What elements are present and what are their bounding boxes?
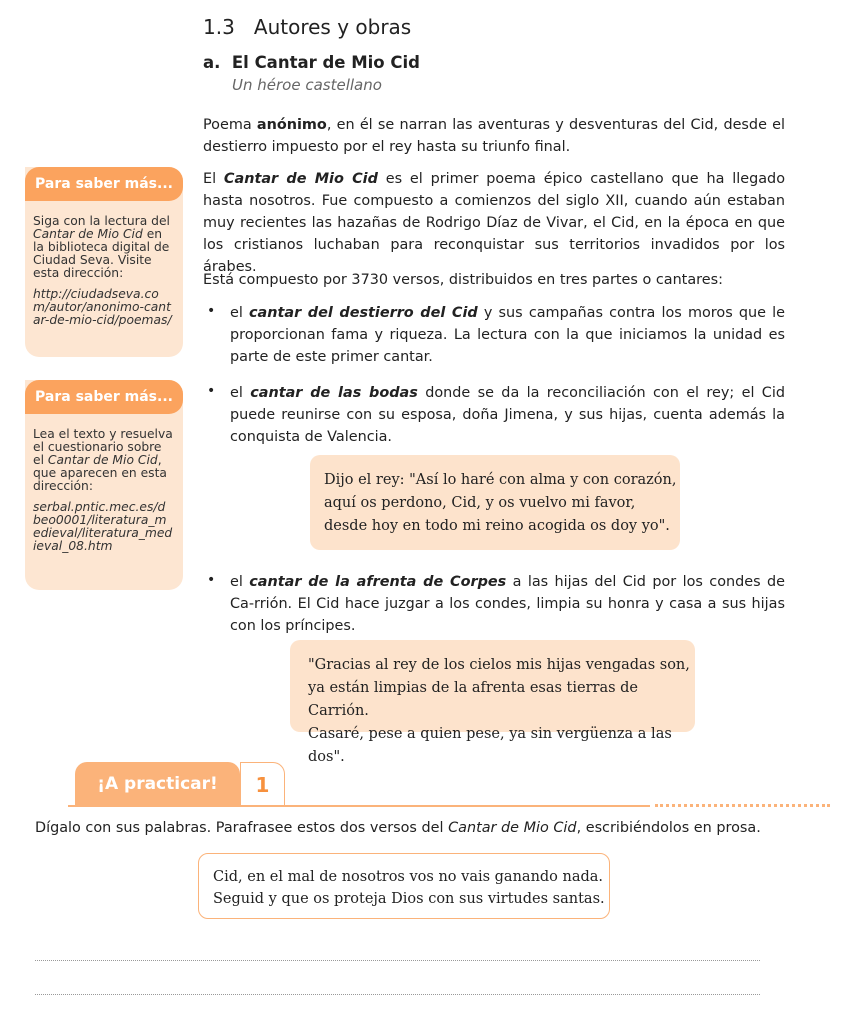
sidebar-link[interactable]: serbal.pntic.mec.es/dbeo0001/literatura_medieval/literatura_medieval_08.htm — [33, 500, 173, 553]
emphasis-text: Cantar de Mio Cid — [223, 171, 378, 187]
exercise-verses: Cid, en el mal de nosotros vos no vais ganando nada. Seguid y que os proteja Dios con sus virtudes santas. — [198, 853, 610, 919]
bullet-icon: • — [207, 303, 216, 319]
text-run: es el primer poema épico castellano que ha llegado hasta nosotros. Fue compuesto a comienzos del siglo XII, cuando aún estaban muy recientes las hazañas de Rodrigo Díaz de Vivar, el Cid, en la época en que los cristianos luchaban para reconquistar sus territorios invadidos por los árabes. — [203, 171, 786, 275]
emphasis-text: cantar de la afrenta de Corpes — [249, 574, 507, 590]
practice-instruction — [35, 820, 761, 836]
text-run: Está compuesto por 3730 versos, distribuidos en tres partes o cantares: — [203, 272, 723, 288]
bullet-item — [230, 571, 785, 637]
paragraph — [203, 114, 785, 158]
text-run: Poema — [203, 117, 257, 133]
text-run: , en él se narran las aventuras y desventuras del Cid, desde el destierro impuesto por el rey hasta su triunfo final. — [203, 117, 786, 155]
divider — [68, 805, 650, 807]
sidebar-text — [33, 215, 173, 280]
answer-line[interactable] — [35, 994, 760, 995]
sidebar-header: Para saber más... — [25, 380, 183, 414]
emphasis-text: cantar del destierro del Cid — [249, 305, 478, 321]
emphasis-text: Cantar de Mio Cid — [448, 820, 577, 836]
section-title: 1.3 Autores y obras — [203, 15, 412, 39]
practice-number: 1 — [240, 762, 285, 806]
text-run: el — [230, 574, 250, 590]
text-run: en la biblioteca digital de Ciudad Seva. Visite esta dirección: — [33, 227, 170, 280]
paragraph — [203, 168, 785, 278]
text-run: , que aparecen en esta dirección: — [33, 453, 167, 493]
text-run: donde se da la reconciliación con el rey; el Cid puede reunirse con su esposa, doña Jimena, y sus hijas, cuenta además la conquista de Valencia. — [230, 385, 785, 445]
emphasis-text: cantar de las bodas — [250, 385, 418, 401]
sidebar-text — [33, 428, 173, 493]
emphasis-text: Cantar de Mio Cid — [33, 227, 143, 241]
paragraph — [203, 269, 785, 291]
answer-line[interactable] — [35, 960, 760, 961]
text-run: a las hijas del Cid por los condes de Ca-rrión. El Cid hace juzgar a los condes, limpia su honra y casa a sus hijas con los príncipes. — [230, 574, 786, 634]
text-run: Lea el texto y resuelva el cuestionario sobre el — [33, 427, 173, 467]
emphasis-text: Cantar de Mio Cid — [47, 453, 158, 467]
subsection-title: a. El Cantar de Mio Cid — [203, 53, 420, 72]
text-run: y sus campañas contra los moros que le proporcionan fama y riqueza. La lectura con la que iniciamos la unidad es parte de este primer cantar. — [230, 305, 785, 365]
verse-quote: Dijo el rey: "Así lo haré con alma y con corazón, aquí os perdono, Cid, y os vuelvo mi favor, desde hoy en todo mi reino acogida os doy yo". — [310, 455, 680, 550]
sidebar-box — [25, 380, 183, 590]
bullet-item — [230, 302, 785, 368]
sidebar-link[interactable]: http://ciudadseva.com/autor/anonimo-cantar-de-mio-cid/poemas/ — [33, 287, 172, 327]
bullet-icon: • — [207, 383, 216, 399]
sidebar-header: Para saber más... — [25, 167, 183, 201]
practice-tab: ¡A practicar! — [75, 762, 240, 806]
text-run: el — [230, 385, 251, 401]
text-run: , escribiéndolos en prosa. — [576, 820, 761, 836]
divider-dots — [655, 804, 830, 807]
emphasis-text: anónimo — [256, 117, 327, 133]
text-run: Siga con la lectura del — [33, 214, 170, 228]
bullet-icon: • — [207, 572, 216, 588]
subsection-subtitle: Un héroe castellano — [232, 76, 382, 94]
sidebar-box — [25, 167, 183, 357]
text-run: Dígalo con sus palabras. Parafrasee estos dos versos del — [35, 820, 449, 836]
bullet-item — [230, 382, 785, 448]
text-run: El — [203, 171, 224, 187]
text-run: el — [230, 305, 250, 321]
verse-quote: "Gracias al rey de los cielos mis hijas vengadas son, ya están limpias de la afrenta esas tierras de Carrión. Casaré, pese a quien pese, ya sin vergüenza a las dos". — [290, 640, 695, 732]
